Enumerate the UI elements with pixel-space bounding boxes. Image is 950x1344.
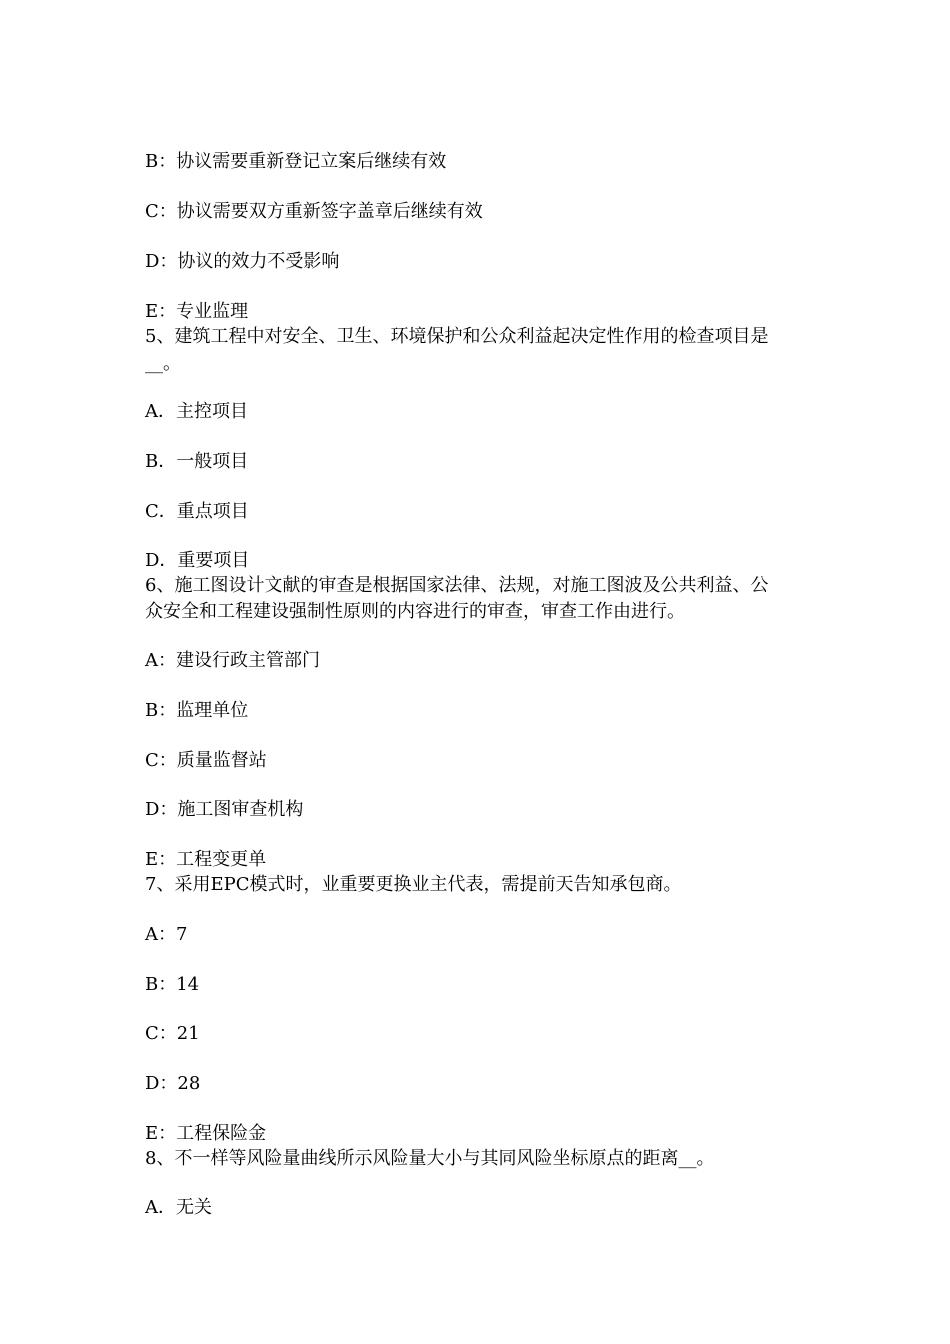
option-c-q4: C：协议需要双方重新签字盖章后继续有效: [145, 201, 483, 222]
option-a-q6: A：建设行政主管部门: [145, 650, 320, 671]
option-a-q8: A．无关: [145, 1197, 212, 1218]
option-e-q4: E：专业监理: [145, 301, 249, 322]
question-8-text: 8、不一样等风险量曲线所示风险量大小与其同风险坐标原点的距离__。: [145, 1148, 715, 1169]
option-d-q4: D：协议的效力不受影响: [145, 251, 340, 272]
option-d-q7: D：28: [145, 1073, 201, 1094]
option-b-q5: B．一般项目: [145, 451, 249, 472]
question-6-text-line2: 众安全和工程建设强制性原则的内容进行的审查，审查工作由进行。: [145, 601, 685, 622]
option-d-q6: D：施工图审查机构: [145, 799, 304, 820]
option-b-q4: B：协议需要重新登记立案后继续有效: [145, 151, 447, 172]
option-b-q7: B：14: [145, 974, 200, 995]
option-d-q5: D．重要项目: [145, 550, 250, 571]
option-a-q5: A．主控项目: [145, 401, 248, 422]
option-c-q6: C：质量监督站: [145, 750, 267, 771]
option-b-q6: B：监理单位: [145, 700, 249, 721]
option-c-q7: C：21: [145, 1023, 200, 1044]
option-e-q7: E：工程保险金: [145, 1123, 267, 1144]
option-a-q7: A：7: [145, 924, 188, 945]
option-c-q5: C．重点项目: [145, 501, 249, 522]
question-7-text: 7、采用EPC模式时，业重要更换业主代表，需提前天告知承包商。: [145, 874, 682, 895]
question-5-blank: __。: [145, 353, 181, 374]
question-6-text-line1: 6、施工图设计文献的审查是根据国家法律、法规，对施工图波及公共利益、公: [145, 575, 769, 596]
option-e-q6: E：工程变更单: [145, 849, 267, 870]
question-5-text: 5、建筑工程中对安全、卫生、环境保护和公众利益起决定性作用的检查项目是: [145, 326, 769, 347]
